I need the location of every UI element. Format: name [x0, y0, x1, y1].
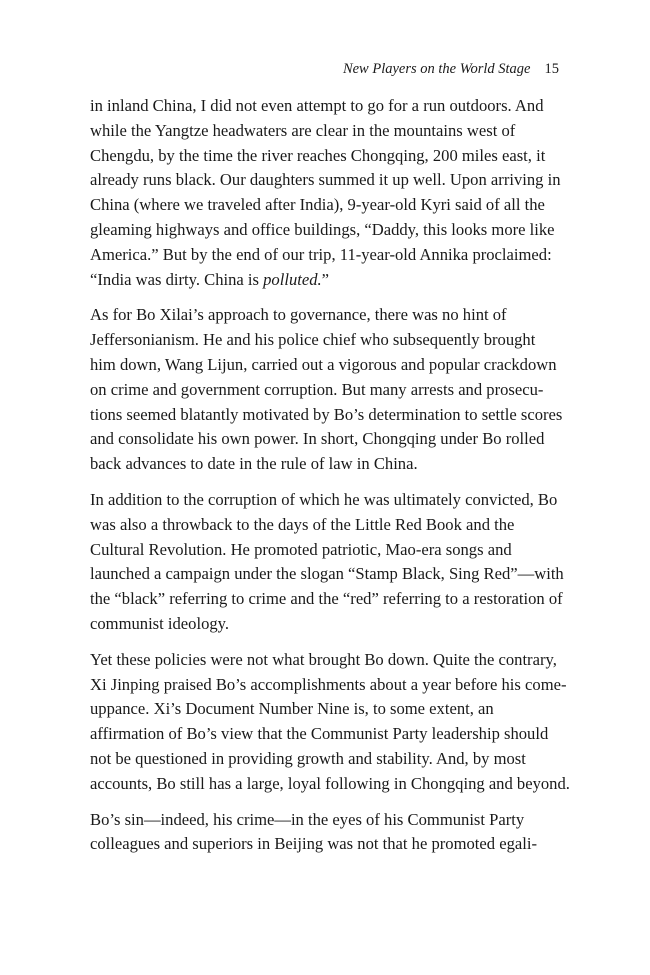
paragraph-2 [90, 303, 570, 477]
text-line: not be questioned in providing growth and stability. And, by most [90, 748, 526, 768]
text-line: tions seemed blatantly motivated by Bo’s determination to settle scores [90, 404, 563, 424]
text-line: Xi Jinping praised Bo’s accomplishments about a year before his come- [90, 674, 567, 694]
text-line: America.” But by the end of our trip, 11-year-old Annika proclaimed: [90, 244, 552, 264]
paragraph-1 [90, 94, 570, 292]
text-line: In addition to the corruption of which he was ultimately convicted, Bo [90, 489, 558, 509]
text-line: while the Yangtze headwaters are clear in the mountains west of [90, 120, 516, 140]
text-line: Yet these policies were not what brought Bo down. Quite the contrary, [90, 649, 557, 669]
text-line: colleagues and superiors in Beijing was not that he promoted egali- [90, 834, 537, 854]
text-line: communist ideology. [90, 613, 230, 633]
text-line: the “black” referring to crime and the “red” referring to a restoration of [90, 589, 563, 609]
text-line: him down, Wang Lijun, carried out a vigorous and popular crackdown [90, 354, 557, 374]
text-line-quote [90, 268, 570, 293]
text-line: and consolidate his own power. In short, Chongqing under Bo rolled [90, 429, 545, 449]
text-line: uppance. Xi’s Document Number Nine is, to some extent, an [90, 699, 494, 719]
text-line: Bo’s sin—indeed, his crime—in the eyes of his Communist Party [90, 809, 525, 829]
paragraph-5 [90, 808, 570, 858]
quote-suffix: ” [321, 269, 330, 289]
page-number: 15 [544, 61, 559, 77]
text-line: Jeffersonianism. He and his police chief who subsequently brought [90, 330, 536, 350]
paragraph-4 [90, 648, 570, 797]
text-line: launched a campaign under the slogan “Stamp Black, Sing Red”—with [90, 564, 564, 584]
text-line: China (where we traveled after India), 9-year-old Kyri said of all the [90, 195, 545, 215]
text-line: As for Bo Xilai’s approach to governance, there was no hint of [90, 305, 507, 325]
text-line: in inland China, I did not even attempt to go for a run outdoors. And [90, 96, 544, 115]
body-text [90, 94, 570, 868]
text-line: Cultural Revolution. He promoted patriotic, Mao-era songs and [90, 539, 512, 559]
running-title: New Players on the World Stage [342, 61, 531, 77]
emphasis-polluted: polluted. [263, 269, 322, 289]
text-line: affirmation of Bo’s view that the Communist Party leadership should [90, 724, 549, 744]
quote-prefix: “India was dirty. China is [90, 269, 264, 289]
text-line: Chengdu, by the time the river reaches Chongqing, 200 miles east, it [90, 145, 546, 165]
text-line: gleaming highways and office buildings, “Daddy, this looks more like [90, 219, 555, 239]
paragraph-3 [90, 488, 570, 637]
text-line: already runs black. Our daughters summed it up well. Upon arriving in [90, 170, 561, 190]
running-head [343, 60, 559, 78]
text-line: on crime and government corruption. But many arrests and prosecu- [90, 379, 544, 399]
text-line: back advances to date in the rule of law in China. [90, 454, 418, 474]
text-line: accounts, Bo still has a large, loyal following in Chongqing and beyond. [90, 773, 570, 793]
text-line: was also a throwback to the days of the Little Red Book and the [90, 514, 515, 534]
